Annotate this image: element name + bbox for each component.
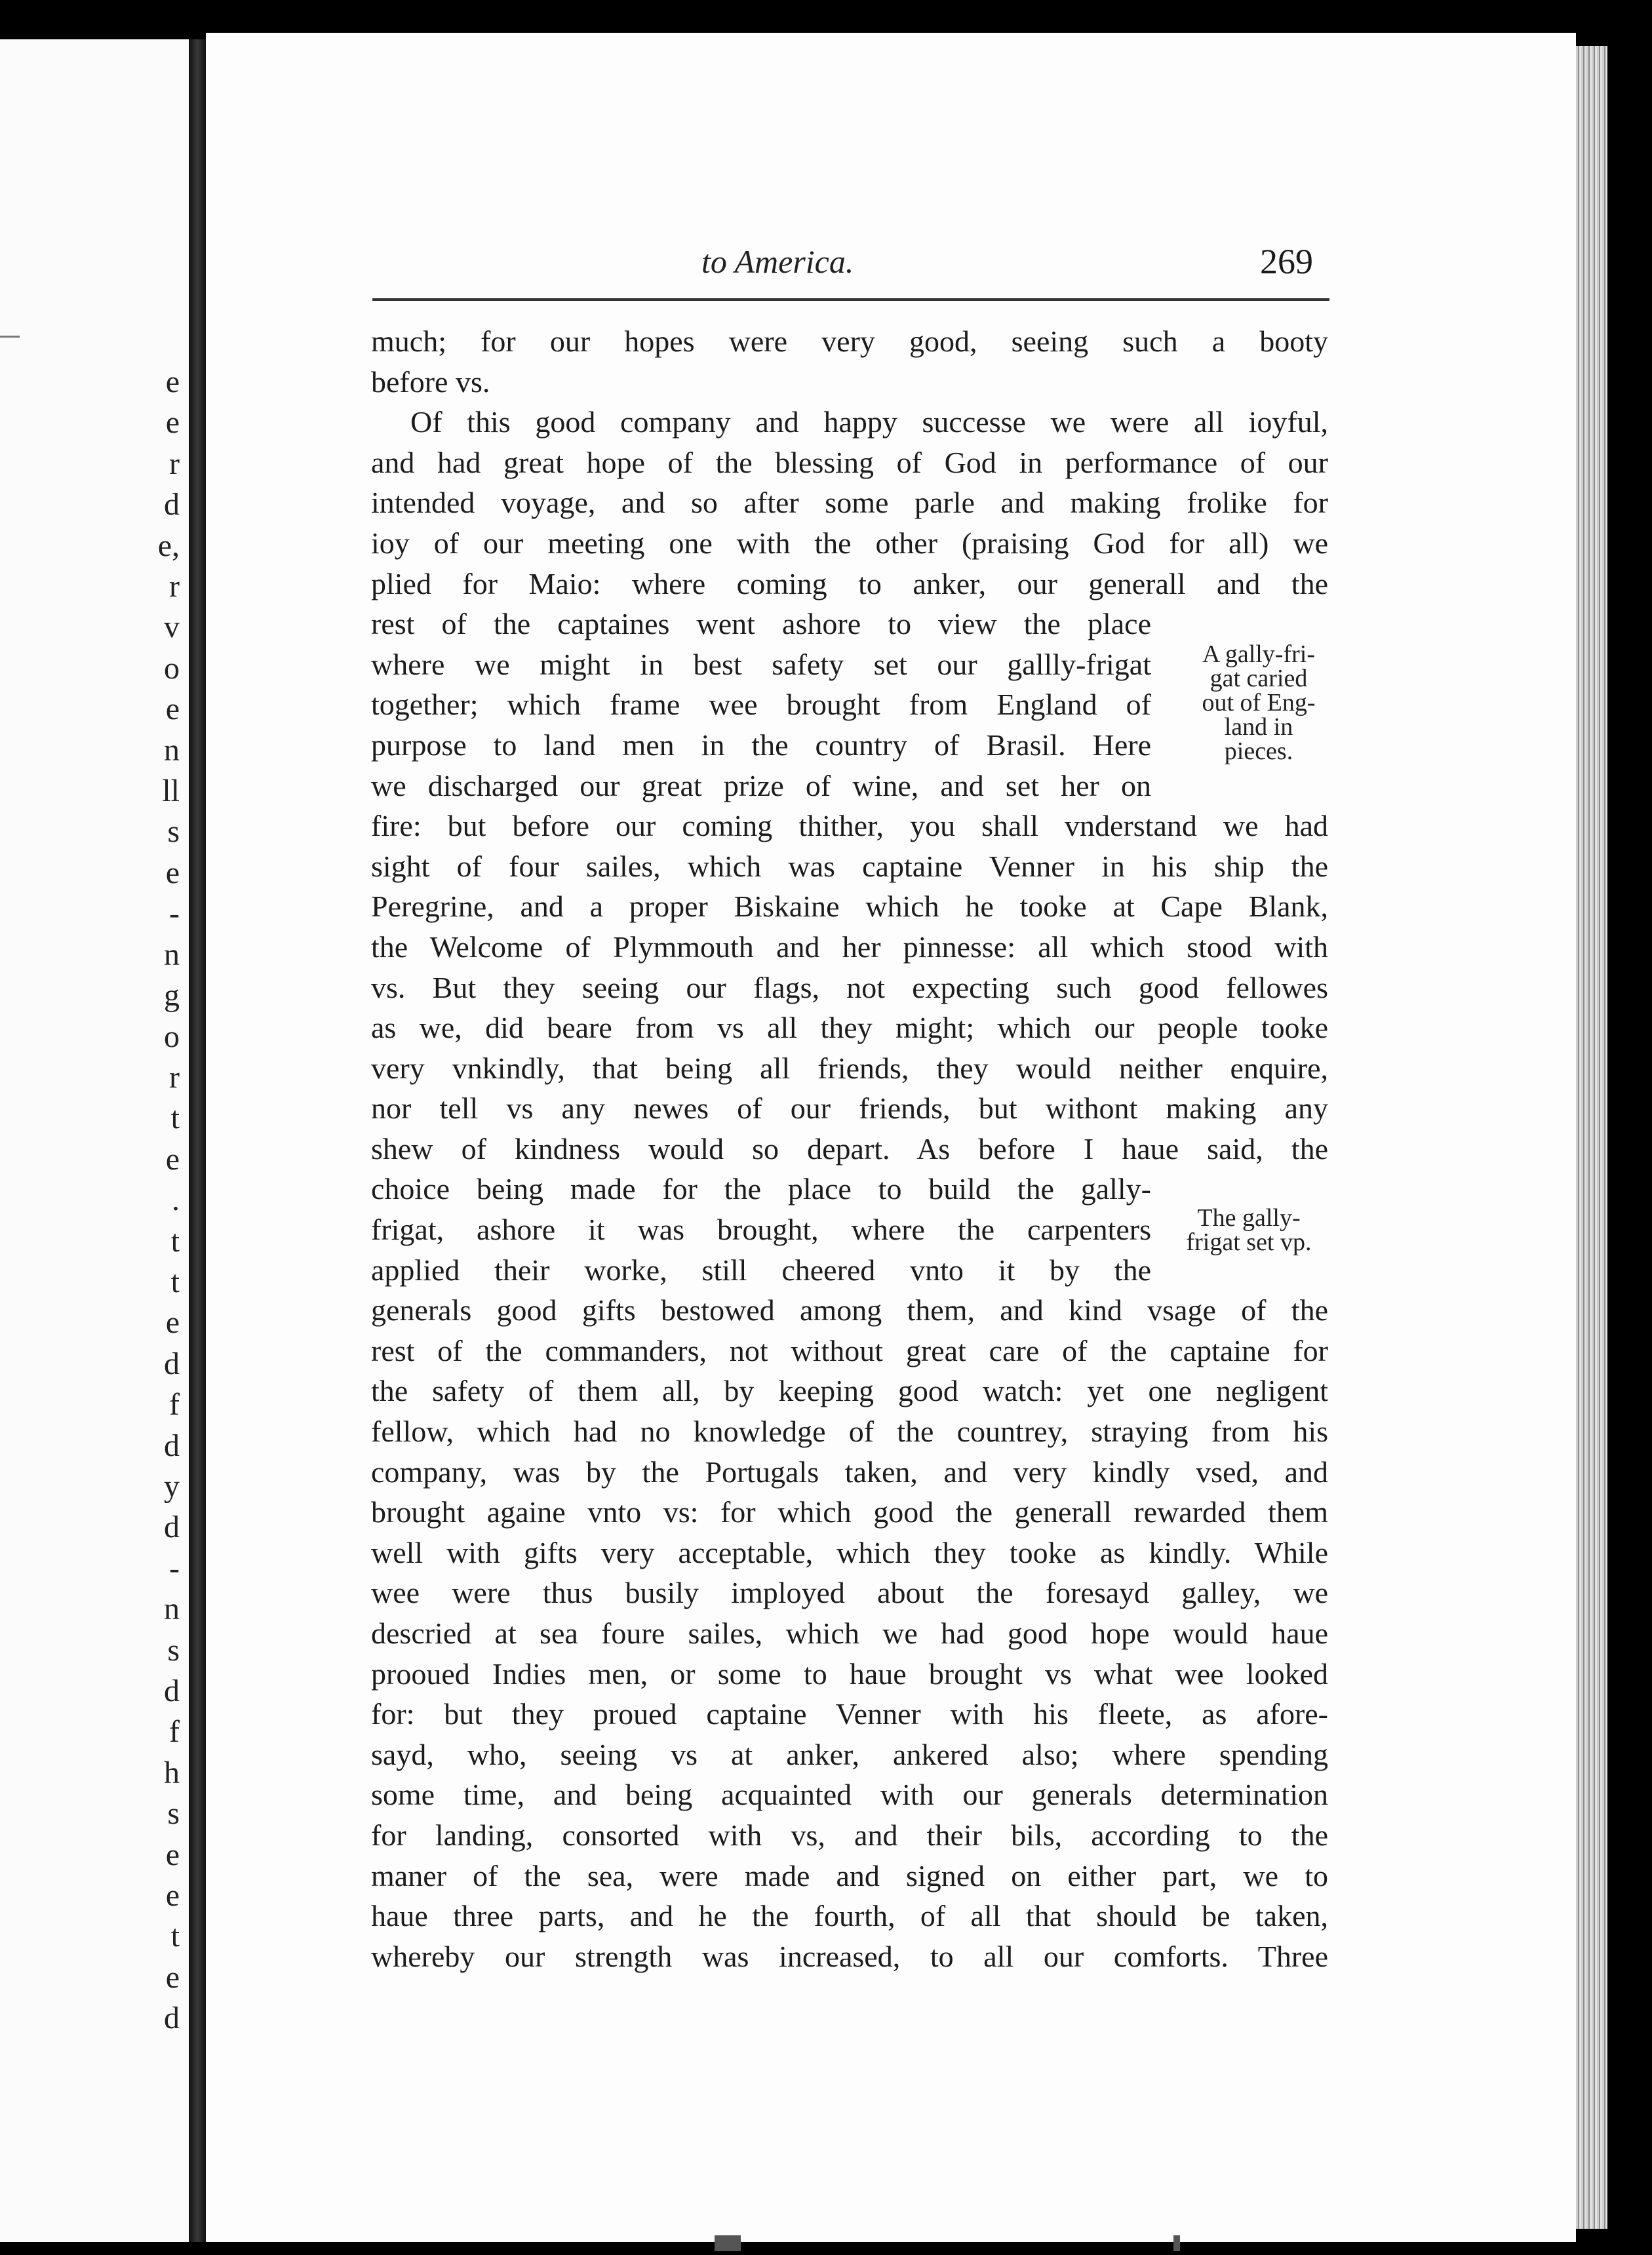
facing-page-line-end: ll bbox=[162, 774, 180, 809]
text-line: haue three parts, and he the fourth, of all that should be taken, bbox=[371, 1899, 1328, 1933]
text-line: for landing, consorted with vs, and their bils, according to the bbox=[371, 1818, 1328, 1852]
text-line: some time, and being acquainted with our generals determination bbox=[371, 1778, 1328, 1812]
text-line: choice being made for the place to build the gally- bbox=[371, 1172, 1151, 1206]
facing-page-line-end: f bbox=[169, 1714, 180, 1750]
facing-page-line-end: d bbox=[164, 487, 180, 522]
text-line: well with gifts very acceptable, which they tooke as kindly. While bbox=[371, 1535, 1328, 1569]
facing-page-line-end: g bbox=[164, 978, 180, 1013]
text-line: together; which frame wee brought from England of bbox=[371, 688, 1151, 722]
text-line: intended voyage, and so after some parle and making frolike for bbox=[371, 486, 1328, 520]
facing-page-line-end: d bbox=[164, 1428, 180, 1463]
text-line: company, was by the Portugals taken, and very kindly vsed, and bbox=[371, 1455, 1328, 1489]
facing-page-line-end: . bbox=[172, 1183, 180, 1218]
facing-page-line-end: t bbox=[170, 1264, 180, 1299]
text-line: plied for Maio: where coming to anker, our generall and the bbox=[371, 566, 1328, 600]
text-line: for: but they proued captaine Venner with his fleete, as afore- bbox=[371, 1697, 1328, 1731]
facing-page-line-end: n bbox=[164, 1592, 180, 1627]
text-line: as we, did beare from vs all they might; which our people tooke bbox=[371, 1011, 1328, 1045]
facing-page-line-end: e bbox=[165, 364, 180, 399]
facing-page-line-end: h bbox=[164, 1755, 180, 1790]
facing-page-line-ends bbox=[158, 362, 180, 2039]
facing-page-line-end: d bbox=[164, 1510, 180, 1545]
facing-page-line-end: e bbox=[165, 855, 180, 890]
facing-page-line-end: e bbox=[165, 1837, 180, 1872]
margin-note-line: land in bbox=[1224, 713, 1293, 741]
text-line: nor tell vs any newes of our friends, but withont making any bbox=[371, 1091, 1328, 1126]
margin-note-line: pieces. bbox=[1224, 737, 1293, 765]
text-line: the Welcome of Plymmouth and her pinnesse: all which stood with bbox=[371, 930, 1328, 964]
facing-page-line-end: r bbox=[169, 569, 180, 604]
scan-artifact bbox=[1173, 2235, 1180, 2251]
facing-page-line-end: s bbox=[167, 1632, 180, 1668]
facing-page-line-end: e bbox=[165, 692, 180, 727]
text-line: prooued Indies men, or some to haue brought vs what wee looked bbox=[371, 1657, 1328, 1691]
text-line: rest of the commanders, not without great care of the captaine for bbox=[371, 1333, 1328, 1367]
text-line: the safety of them all, by keeping good watch: yet one negligent bbox=[371, 1374, 1328, 1408]
facing-page-line-end: o bbox=[164, 650, 180, 686]
facing-page-line-end: - bbox=[169, 896, 180, 931]
margin-note-gally-frigat-caried bbox=[1187, 642, 1331, 764]
page-edges bbox=[1576, 46, 1607, 2229]
page-number: 269 bbox=[1260, 242, 1313, 281]
running-head: to America. bbox=[701, 243, 854, 280]
facing-page-line-end: n bbox=[164, 732, 180, 768]
margin-note-gally-frigat-set-vp bbox=[1170, 1206, 1328, 1255]
text-line: purpose to land men in the country of Brasil. Here bbox=[371, 728, 1151, 762]
text-line: applied their worke, still cheered vnto it by the bbox=[371, 1253, 1151, 1287]
text-line: frigat, ashore it was brought, where the carpenters bbox=[371, 1213, 1151, 1247]
facing-page-line-end: d bbox=[164, 2001, 180, 2036]
text-line: wee were thus busily imployed about the foresayd galley, we bbox=[371, 1576, 1328, 1610]
text-line: vs. But they seeing our flags, not expecting such good fellowes bbox=[371, 970, 1328, 1004]
scan-artifact bbox=[715, 2235, 741, 2251]
text-line: generals good gifts bestowed among them, and kind vsage of the bbox=[371, 1293, 1328, 1327]
facing-page-line-end: n bbox=[164, 937, 180, 972]
facing-page-line-end: e bbox=[165, 405, 180, 441]
text-line: we discharged our great prize of wine, and set her on bbox=[371, 768, 1151, 802]
facing-page-line-end: t bbox=[170, 1101, 180, 1136]
facing-page-line-end: t bbox=[170, 1919, 180, 1954]
facing-page-line-end: - bbox=[169, 1550, 180, 1586]
text-line: much; for our hopes were very good, seeing such a booty bbox=[371, 324, 1328, 358]
facing-page-line-end: t bbox=[170, 1223, 180, 1259]
margin-note-line: frigat set vp. bbox=[1186, 1228, 1312, 1256]
text-line: sight of four sailes, which was captaine Venner in his ship the bbox=[371, 849, 1328, 883]
facing-page-line-end: e, bbox=[157, 528, 180, 563]
text-line: rest of the captaines went ashore to view the place bbox=[371, 607, 1151, 641]
facing-page-line-end: r bbox=[169, 1059, 180, 1095]
text-line: brought againe vnto vs: for which good the generall rewarded them bbox=[371, 1495, 1328, 1529]
margin-note-line: A gally-fri- bbox=[1202, 640, 1315, 668]
text-line: before vs. bbox=[371, 364, 490, 399]
facing-page bbox=[0, 39, 189, 2242]
text-line: fellow, which had no knowledge of the countrey, straying from his bbox=[371, 1415, 1328, 1449]
facing-page-line-end: s bbox=[167, 814, 180, 850]
text-line: shew of kindness would so depart. As before I haue said, the bbox=[371, 1131, 1328, 1166]
text-line: fire: but before our coming thither, you shall vnderstand we had bbox=[371, 809, 1328, 843]
margin-note-line: The gally- bbox=[1197, 1204, 1301, 1232]
text-line: and had great hope of the blessing of God in performance of our bbox=[371, 445, 1328, 479]
margin-note-line: out of Eng- bbox=[1202, 689, 1316, 716]
text-line: descried at sea foure sailes, which we had good hope would haue bbox=[371, 1617, 1328, 1650]
text-line: Of this good company and happy successe we were all ioyful, bbox=[410, 405, 1328, 439]
facing-page-rule bbox=[0, 336, 20, 338]
facing-page-line-end: e bbox=[165, 1141, 180, 1177]
margin-note-line: gat caried bbox=[1210, 665, 1308, 692]
facing-page-line-end: e bbox=[165, 1878, 180, 1913]
facing-page-line-end: f bbox=[169, 1387, 180, 1422]
text-line: whereby our strength was increased, to all our comforts. Three bbox=[371, 1939, 1328, 1973]
facing-page-line-end: d bbox=[164, 1346, 180, 1381]
text-line: ioy of our meeting one with the other (praising God for all) we bbox=[371, 526, 1328, 560]
facing-page-line-end: o bbox=[164, 1019, 180, 1054]
text-line: sayd, who, seeing vs at anker, ankered also; where spending bbox=[371, 1737, 1328, 1771]
facing-page-line-end: y bbox=[164, 1468, 180, 1504]
facing-page-line-end: r bbox=[169, 446, 180, 481]
facing-page-line-end: v bbox=[164, 610, 180, 645]
header-rule bbox=[372, 298, 1329, 301]
facing-page-line-end: e bbox=[165, 1959, 180, 1995]
text-line: where we might in best safety set our galllу-frigat bbox=[371, 647, 1151, 681]
page-gutter bbox=[189, 39, 206, 2242]
facing-page-line-end: e bbox=[165, 1305, 180, 1341]
text-line: Peregrine, and a proper Biskaine which he tooke at Cape Blank, bbox=[371, 890, 1328, 924]
facing-page-line-end: d bbox=[164, 1674, 180, 1708]
body-text bbox=[371, 321, 1328, 1976]
text-line: maner of the sea, were made and signed on either part, we to bbox=[371, 1858, 1328, 1892]
text-line: very vnkindly, that being all friends, they would neither enquire, bbox=[371, 1051, 1328, 1085]
facing-page-line-end: s bbox=[167, 1796, 180, 1832]
